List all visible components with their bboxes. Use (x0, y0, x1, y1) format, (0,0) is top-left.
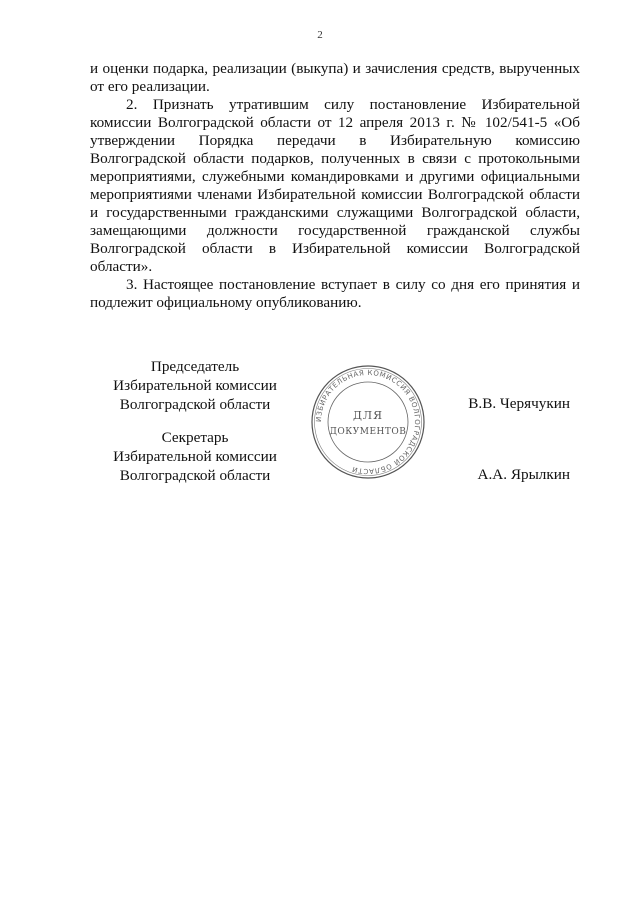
secretary-title-line: Секретарь (161, 429, 229, 446)
paragraph-continuation: и оценки подарка, реализации (выкупа) и зачисления средств, вырученных от его реализации. (90, 60, 580, 95)
chairman-name: В.В. Черячукин (468, 395, 570, 412)
official-seal (308, 362, 428, 482)
chairman-title-line: Волгоградской области (119, 396, 271, 413)
chairman-title (100, 357, 290, 414)
seal-center-text-1: ДЛЯ (352, 409, 384, 422)
seal-inner-ring (328, 382, 408, 462)
seal-ring-text: ИЗБИРАТЕЛЬНАЯ КОМИССИЯ ВОЛГОГРАДСКОЙ ОБЛАСТИ (314, 368, 422, 476)
paragraph-2: 2. Признать утратившим силу постановление Избирательной комиссии Волгоградской области от 12 апреля 2013 г. № 102/541-5 «Об утверждении Порядка передачи в Избирательную комиссию Волгоградской области подарков, полученных в связи с протокольными мероприятиями, служебными командировками и другими официальными мероприятиями членами Избирательной комиссии Волгоградской области и государственными гражданскими служащими Волгоградской области, замещающими должности государственной гражданской службы Волгоградской области в Избирательной комиссии Волгоградской области». (90, 96, 580, 275)
secretary-title (100, 428, 290, 485)
secretary-title-line: Избирательной комиссии (113, 448, 277, 465)
secretary-name: А.А. Ярылкин (477, 466, 570, 483)
chairman-title-line: Председатель (150, 358, 240, 375)
chairman-title-line: Избирательной комиссии (113, 377, 277, 394)
seal-center-text-2: ДОКУМЕНТОВ (329, 427, 407, 437)
page-number: 2 (317, 29, 323, 41)
paragraph-3: 3. Настоящее постановление вступает в силу со дня его принятия и подлежит официальному опубликованию. (90, 276, 580, 311)
seal-outer-ring (312, 366, 424, 478)
secretary-title-line: Волгоградской области (119, 467, 271, 484)
